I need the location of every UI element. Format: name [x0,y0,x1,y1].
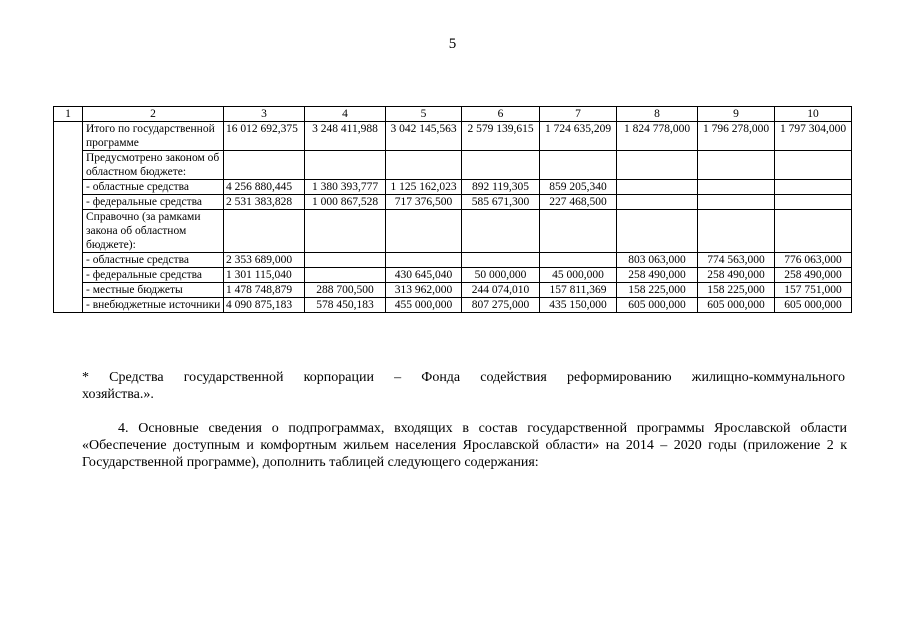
value-cell: 1 478 748,879 [224,283,305,298]
value-cell: 774 563,000 [698,253,775,268]
row-label: - областные средства [83,180,224,195]
value-cell [775,210,852,253]
value-cell [462,210,540,253]
value-cell: 258 490,000 [698,268,775,283]
column-header: 4 [305,107,386,122]
value-cell: 455 000,000 [386,298,462,313]
value-cell: 578 450,183 [305,298,386,313]
value-cell: 1 796 278,000 [698,122,775,151]
value-cell [775,180,852,195]
row-label: - внебюджетные источники [83,298,224,313]
value-cell: 258 490,000 [617,268,698,283]
value-cell: 3 042 145,563 [386,122,462,151]
value-cell: 1 000 867,528 [305,195,386,210]
value-cell [617,210,698,253]
value-cell [224,151,305,180]
column-header: 5 [386,107,462,122]
value-cell: 1 380 393,777 [305,180,386,195]
value-cell [305,268,386,283]
value-cell [305,210,386,253]
value-cell [540,210,617,253]
value-cell: 585 671,300 [462,195,540,210]
value-cell [775,151,852,180]
value-cell: 313 962,000 [386,283,462,298]
value-cell: 4 256 880,445 [224,180,305,195]
table-row [54,122,852,151]
value-cell: 717 376,500 [386,195,462,210]
value-cell [617,195,698,210]
value-cell: 776 063,000 [775,253,852,268]
value-cell [386,253,462,268]
row-label: Справочно (за рамками закона об областном бюджете): [83,210,224,253]
column-header: 3 [224,107,305,122]
table-row [54,195,852,210]
value-cell: 158 225,000 [698,283,775,298]
value-cell [698,195,775,210]
row-label: Итого по государственной программе [83,122,224,151]
value-cell: 1 724 635,209 [540,122,617,151]
table-row [54,210,852,253]
value-cell [617,180,698,195]
row-label: - местные бюджеты [83,283,224,298]
value-cell [698,151,775,180]
value-cell: 3 248 411,988 [305,122,386,151]
value-cell [305,151,386,180]
value-cell: 892 119,305 [462,180,540,195]
value-cell: 803 063,000 [617,253,698,268]
value-cell: 16 012 692,375 [224,122,305,151]
column-header: 10 [775,107,852,122]
column-header: 7 [540,107,617,122]
value-cell [462,151,540,180]
value-cell: 157 811,369 [540,283,617,298]
table-row [54,298,852,313]
value-cell: 859 205,340 [540,180,617,195]
column-header: 9 [698,107,775,122]
value-cell: 2 353 689,000 [224,253,305,268]
value-cell: 50 000,000 [462,268,540,283]
column-header: 6 [462,107,540,122]
row-label: - федеральные средства [83,268,224,283]
value-cell [386,151,462,180]
column-header: 1 [54,107,83,122]
value-cell [540,253,617,268]
page-number: 5 [448,36,457,52]
value-cell: 430 645,040 [386,268,462,283]
value-cell: 2 531 383,828 [224,195,305,210]
row-label: - областные средства [83,253,224,268]
value-cell: 605 000,000 [698,298,775,313]
value-cell: 807 275,000 [462,298,540,313]
value-cell: 158 225,000 [617,283,698,298]
table-header-row [54,107,852,122]
table-row [54,151,852,180]
value-cell: 1 125 162,023 [386,180,462,195]
row-label: - федеральные средства [83,195,224,210]
value-cell: 1 797 304,000 [775,122,852,151]
value-cell: 1 301 115,040 [224,268,305,283]
footnote-continuation: хозяйства.». [82,387,154,402]
table-row [54,268,852,283]
value-cell [775,195,852,210]
value-cell: 1 824 778,000 [617,122,698,151]
value-cell: 605 000,000 [775,298,852,313]
value-cell: 258 490,000 [775,268,852,283]
value-cell: 605 000,000 [617,298,698,313]
value-cell [698,210,775,253]
value-cell: 4 090 875,183 [224,298,305,313]
value-cell [698,180,775,195]
section-paragraph: 4. Основные сведения о подпрограммах, входящих в состав государственной программы Ярославской области «Обеспечение доступным и комфортным жильем населения Ярославской области» на 2014 – 2020 годы (приложение 2 к Государственной программе), дополнить таблицей следующего содержания: [82,421,847,470]
value-cell [224,210,305,253]
column-header: 8 [617,107,698,122]
value-cell: 45 000,000 [540,268,617,283]
row-label: Предусмотрено законом об областном бюджете: [83,151,224,180]
value-cell [305,253,386,268]
value-cell [462,253,540,268]
value-cell [386,210,462,253]
value-cell [617,151,698,180]
footnote: * Средства государственной корпорации – Фонда содействия реформированию жилищно-коммунального [82,370,845,385]
column-header: 2 [83,107,224,122]
value-cell: 244 074,010 [462,283,540,298]
value-cell: 157 751,000 [775,283,852,298]
row-number-cell [54,122,83,313]
table-row [54,253,852,268]
value-cell [540,151,617,180]
table-row [54,180,852,195]
value-cell: 435 150,000 [540,298,617,313]
value-cell: 227 468,500 [540,195,617,210]
value-cell: 288 700,500 [305,283,386,298]
value-cell: 2 579 139,615 [462,122,540,151]
funding-table [53,106,852,313]
table-row [54,283,852,298]
